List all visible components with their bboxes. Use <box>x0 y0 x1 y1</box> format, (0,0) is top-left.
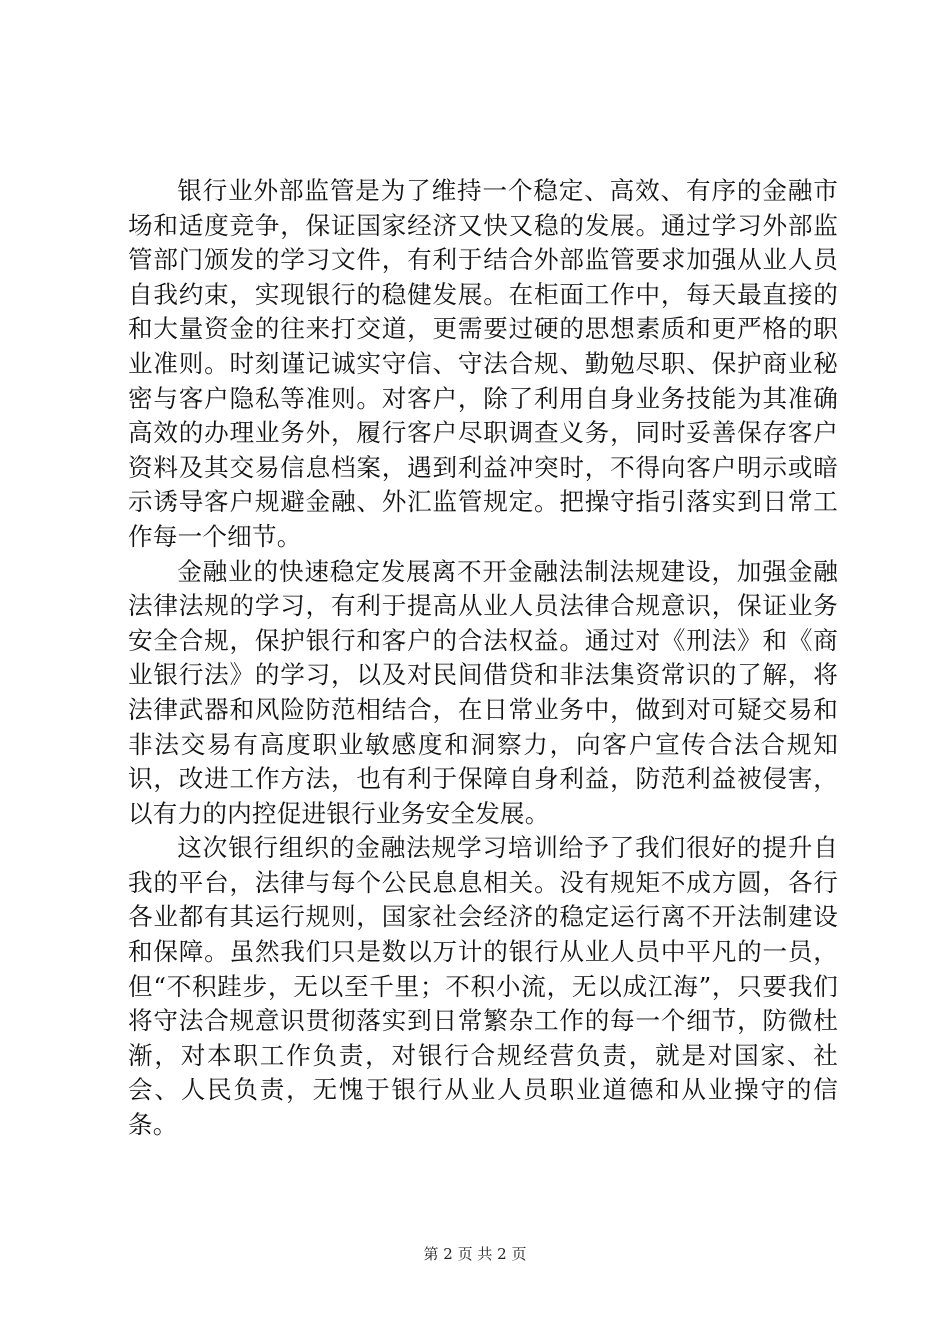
document-body <box>128 174 838 1143</box>
page-number-footer: 第 2 页 共 2 页 <box>423 1245 527 1263</box>
paragraph-3: 这次银行组织的金融法规学习培训给予了我们很好的提升自我的平台，法律与每个公民息息相关。没有规矩不成方圆，各行各业都有其运行规则，国家社会经济的稳定运行离不开法制建设和保障。虽然我们只是数以万计的银行从业人员中平凡的一员，但“不积跬步，无以至千里；不积小流，无以成江海”，只要我们将守法合规意识贯彻落实到日常繁杂工作的每一个细节，防微杜渐，对本职工作负责，对银行合规经营负责，就是对国家、社会、人民负责，无愧于银行从业人员职业道德和从业操守的信条。 <box>128 833 838 1140</box>
paragraph-1: 银行业外部监管是为了维持一个稳定、高效、有序的金融市场和适度竞争，保证国家经济又快又稳的发展。通过学习外部监管部门颁发的学习文件，有利于结合外部监管要求加强从业人员自我约束，实现银行的稳健发展。在柜面工作中，每天最直接的和大量资金的往来打交道，更需要过硬的思想素质和更严格的职业准则。时刻谨记诚实守信、守法合规、勤勉尽职、保护商业秘密与客户隐私等准则。对客户，除了利用自身业务技能为其准确高效的办理业务外，履行客户尽职调查义务，同时妥善保存客户资料及其交易信息档案，遇到利益冲突时，不得向客户明示或暗示诱导客户规避金融、外汇监管规定。把操守指引落实到日常工作每一个细节。 <box>128 176 838 551</box>
paragraph-2: 金融业的快速稳定发展离不开金融法制法规建设，加强金融法律法规的学习，有利于提高从业人员法律合规意识，保证业务安全合规，保护银行和客户的合法权益。通过对《刑法》和《商业银行法》的学习，以及对民间借贷和非法集资常识的了解，将法律武器和风险防范相结合，在日常业务中，做到对可疑交易和非法交易有高度职业敏感度和洞察力，向客户宣传合法合规知识，改进工作方法，也有利于保障自身利益，防范利益被侵害，以有力的内控促进银行业务安全发展。 <box>128 556 838 828</box>
